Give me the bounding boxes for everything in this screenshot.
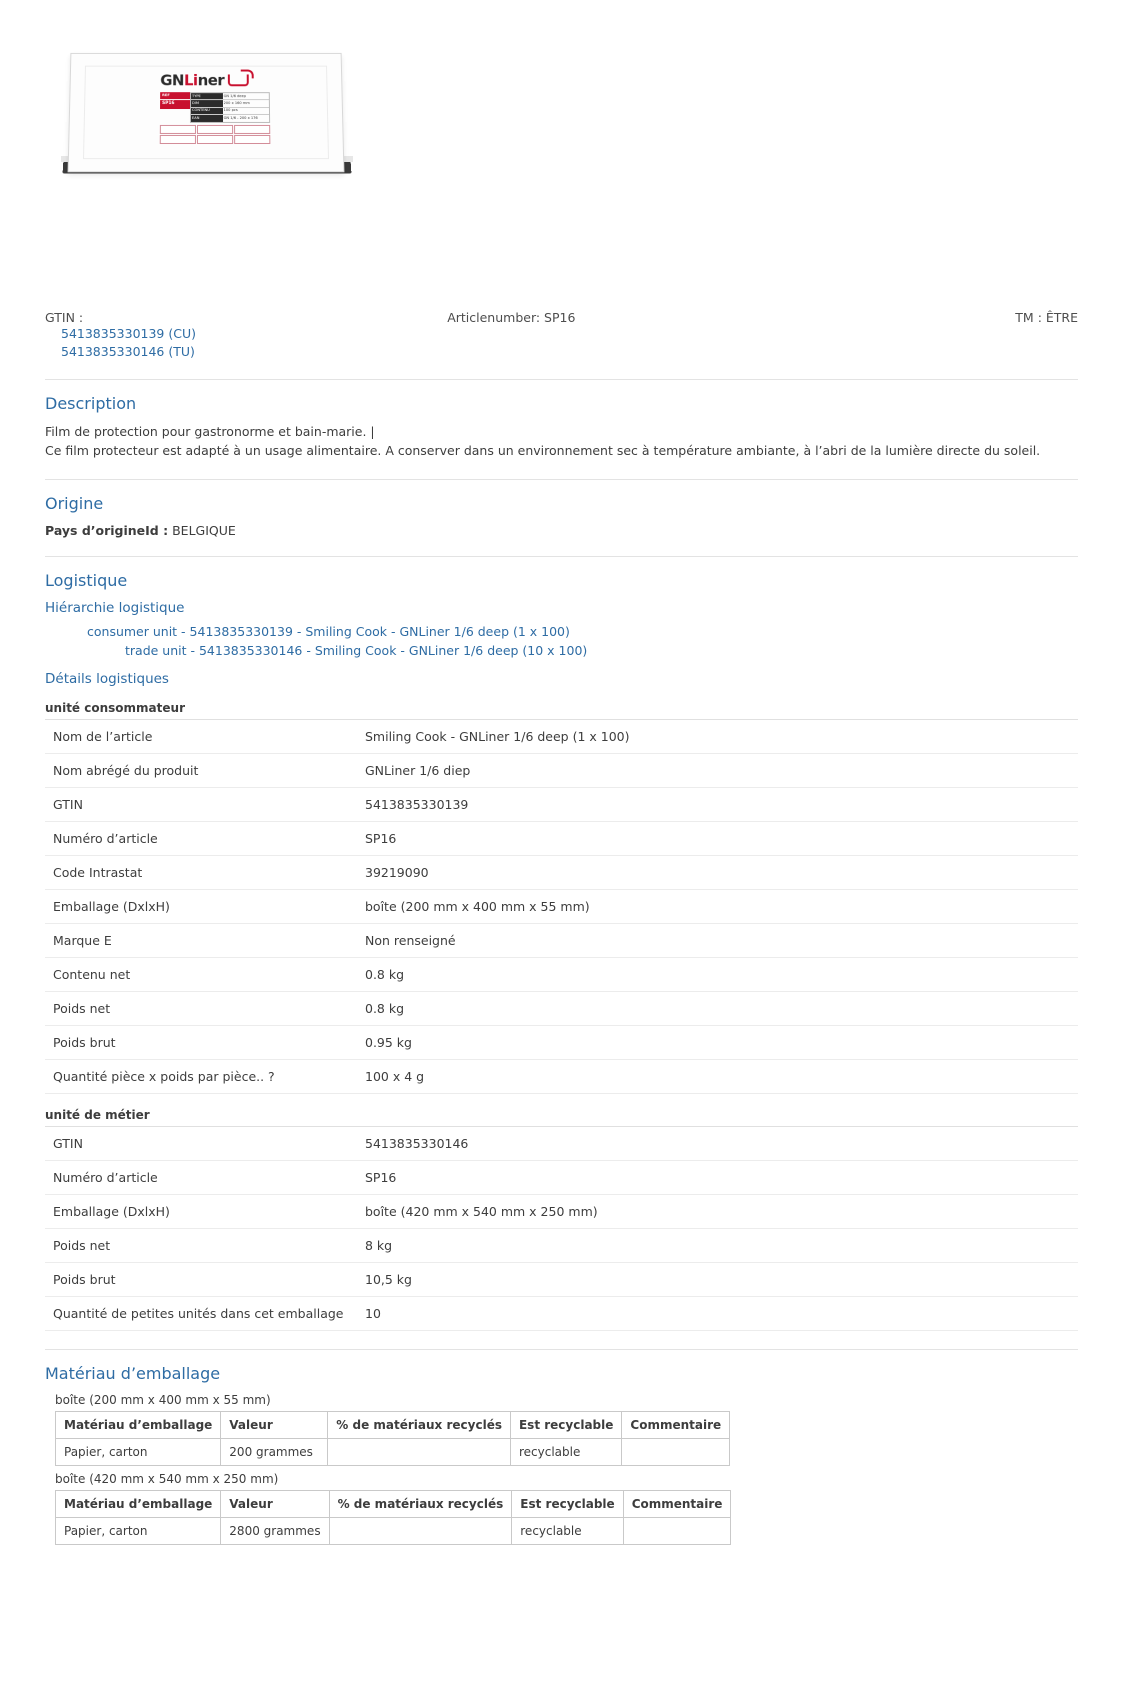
table-row	[45, 855, 1078, 889]
gtin-value-cu: 5413835330139 (CU)	[61, 326, 196, 341]
section-title-materiau-emballage: Matériau d’emballage	[45, 1363, 221, 1383]
table-row	[45, 787, 1078, 821]
label-grid-cell	[234, 135, 270, 144]
row-value: SP16	[357, 821, 1078, 855]
label-spec-row	[191, 115, 269, 121]
label-icon-grid	[160, 125, 271, 145]
row-value: 0.95 kg	[357, 1025, 1078, 1059]
gtin-values	[45, 325, 386, 361]
hierarchy-item-consumer-unit: consumer unit - 5413835330139 - Smiling Cook - GNLiner 1/6 deep (1 x 100)	[87, 623, 570, 639]
label-spec-table	[160, 92, 270, 122]
packaging-caption-2: boîte (420 mm x 540 mm x 250 mm)	[55, 1471, 279, 1486]
row-key: Poids brut	[45, 1262, 357, 1296]
table-row	[45, 889, 1078, 923]
row-key: Numéro d’article	[45, 1160, 357, 1194]
product-label	[160, 70, 271, 145]
label-grid-cell	[197, 135, 233, 144]
label-ref-caption: REF	[160, 92, 190, 99]
article-number: Articlenumber: SP16	[447, 310, 576, 325]
row-key: Emballage (DxlxH)	[45, 889, 357, 923]
hierarchy-item-trade-unit: trade unit - 5413835330146 - Smiling Cook - GNLiner 1/6 deep (10 x 100)	[125, 643, 588, 659]
origin-country-value: BELGIQUE	[172, 522, 236, 538]
divider	[45, 479, 1078, 480]
row-value: Non renseigné	[357, 923, 1078, 957]
column-header-material: Matériau d’emballage	[56, 1411, 221, 1438]
label-spec-value: 200 x 160 mm	[223, 100, 250, 105]
row-key: Quantité pièce x poids par pièce.. ?	[45, 1059, 357, 1093]
cell-value: 2800 grammes	[221, 1517, 329, 1544]
table-row	[45, 1262, 1078, 1296]
table-row	[45, 1228, 1078, 1262]
row-value: 10,5 kg	[357, 1262, 1078, 1296]
label-spec-key: CONTENU	[191, 108, 223, 114]
row-key: Emballage (DxlxH)	[45, 1194, 357, 1228]
row-key: Quantité de petites unités dans cet emballage	[45, 1296, 357, 1330]
pot-icon	[228, 70, 254, 86]
trade-unit-table	[45, 1127, 1078, 1331]
label-spec-row	[191, 93, 269, 100]
packaging-caption-1: boîte (200 mm x 400 mm x 55 mm)	[55, 1392, 271, 1407]
tm-label: TM : ÊTRE	[1015, 310, 1078, 325]
label-ref-value: SP16	[160, 100, 190, 109]
table-row	[45, 720, 1078, 754]
label-spec-row	[191, 108, 269, 115]
column-header-recycled-pct: % de matériaux recyclés	[328, 1411, 511, 1438]
label-ref-block	[160, 92, 190, 122]
origin-country-row	[45, 523, 1078, 538]
column-header-comment: Commentaire	[622, 1411, 730, 1438]
logo-text-gn: GN	[160, 71, 185, 90]
label-grid-cell	[197, 125, 233, 134]
cell-recycled-pct	[328, 1438, 511, 1465]
gnliner-logo	[160, 70, 270, 90]
table-row	[45, 753, 1078, 787]
product-box-photo	[57, 48, 357, 188]
column-header-material: Matériau d’emballage	[56, 1490, 221, 1517]
row-key: Poids brut	[45, 1025, 357, 1059]
packaging-material-table-2	[55, 1490, 731, 1545]
label-spec-value: GN 1/6 - 200 x 176	[223, 115, 258, 120]
column-header-recyclable: Est recyclable	[510, 1411, 621, 1438]
cell-value: 200 grammes	[221, 1438, 328, 1465]
label-spec-key: DIM	[191, 100, 223, 106]
row-value: 39219090	[357, 855, 1078, 889]
row-value: 100 x 4 g	[357, 1059, 1078, 1093]
divider	[45, 556, 1078, 557]
row-value: 8 kg	[357, 1228, 1078, 1262]
packaging-material-table-1	[55, 1411, 730, 1466]
table-row	[45, 1194, 1078, 1228]
table-row	[45, 1059, 1078, 1093]
cell-recyclable: recyclable	[510, 1438, 621, 1465]
table-row	[45, 1025, 1078, 1059]
label-spec-key: TYPE	[191, 93, 223, 99]
label-spec-key: EAN	[191, 115, 223, 121]
row-key: Contenu net	[45, 957, 357, 991]
row-key: Poids net	[45, 1228, 357, 1262]
consumer-unit-table	[45, 720, 1078, 1094]
row-value: 5413835330139	[357, 787, 1078, 821]
logo-text-li: Li	[183, 71, 198, 90]
cell-comment	[622, 1438, 730, 1465]
gtin-block	[45, 310, 386, 361]
logistic-hierarchy	[45, 622, 1078, 661]
label-spec-value: GN 1/6 deep	[223, 93, 247, 98]
table-header-row	[56, 1490, 731, 1517]
unit-title-consumer: unité consommateur	[45, 701, 1078, 720]
table-row	[45, 1127, 1078, 1161]
table-header-row	[56, 1411, 730, 1438]
column-header-comment: Commentaire	[623, 1490, 731, 1517]
description-line-2: Ce film protecteur est adapté à un usage alimentaire. A conserver dans un environnement sec à température ambiante, à l’abri de la lumière directe du soleil.	[45, 443, 1041, 458]
product-image	[45, 0, 1078, 300]
row-key: Nom abrégé du produit	[45, 753, 357, 787]
label-grid-cell	[160, 125, 196, 134]
row-value: 5413835330146	[357, 1127, 1078, 1161]
gtin-label: GTIN :	[45, 310, 84, 325]
unit-title-trade: unité de métier	[45, 1108, 1078, 1127]
section-title-logistique: Logistique	[45, 570, 128, 590]
row-key: GTIN	[45, 787, 357, 821]
cell-comment	[623, 1517, 731, 1544]
row-key: Poids net	[45, 991, 357, 1025]
table-row	[45, 821, 1078, 855]
table-row	[45, 1160, 1078, 1194]
gtin-value-tu: 5413835330146 (TU)	[61, 344, 195, 360]
cell-material: Papier, carton	[56, 1517, 221, 1544]
label-spec-value: 100 pcs	[223, 108, 238, 113]
divider	[45, 379, 1078, 380]
box-lid	[68, 53, 345, 172]
row-value: SP16	[357, 1160, 1078, 1194]
section-title-description: Description	[45, 394, 137, 414]
table-row	[45, 1296, 1078, 1330]
description-line-1: Film de protection pour gastronorme et bain-marie. |	[45, 424, 375, 440]
row-key: Nom de l’article	[45, 720, 357, 754]
identification-row	[45, 300, 1078, 361]
row-value: GNLiner 1/6 diep	[357, 753, 1078, 787]
table-row	[56, 1438, 730, 1465]
label-spec-row	[191, 100, 269, 107]
label-grid-cell	[160, 135, 196, 144]
label-grid-cell	[234, 125, 270, 134]
table-row	[45, 957, 1078, 991]
divider	[45, 1349, 1078, 1350]
cell-material: Papier, carton	[56, 1438, 221, 1465]
row-key: Marque E	[45, 923, 357, 957]
subsection-hierarchie-logistique: Hiérarchie logistique	[45, 599, 185, 616]
logo-text-ner: ner	[197, 71, 225, 90]
table-row	[45, 923, 1078, 957]
column-header-recycled-pct: % de matériaux recyclés	[329, 1490, 512, 1517]
origin-country-label: Pays d’origineId :	[45, 522, 169, 538]
row-value: 0.8 kg	[357, 957, 1078, 991]
cell-recycled-pct	[329, 1517, 512, 1544]
row-value: Smiling Cook - GNLiner 1/6 deep (1 x 100)	[357, 720, 1078, 754]
label-spec-rows	[190, 92, 270, 122]
table-row	[56, 1517, 731, 1544]
row-value: boîte (200 mm x 400 mm x 55 mm)	[357, 889, 1078, 923]
row-value: boîte (420 mm x 540 mm x 250 mm)	[357, 1194, 1078, 1228]
subsection-details-logistiques: Détails logistiques	[45, 670, 169, 687]
cell-recyclable: recyclable	[512, 1517, 623, 1544]
table-row	[45, 991, 1078, 1025]
column-header-recyclable: Est recyclable	[512, 1490, 623, 1517]
row-key: GTIN	[45, 1127, 357, 1161]
row-key: Code Intrastat	[45, 855, 357, 889]
row-value: 10	[357, 1296, 1078, 1330]
column-header-value: Valeur	[221, 1411, 328, 1438]
row-key: Numéro d’article	[45, 821, 357, 855]
bottom-spacer	[45, 1549, 1078, 1557]
row-value: 0.8 kg	[357, 991, 1078, 1025]
section-title-origine: Origine	[45, 493, 104, 513]
column-header-value: Valeur	[221, 1490, 329, 1517]
